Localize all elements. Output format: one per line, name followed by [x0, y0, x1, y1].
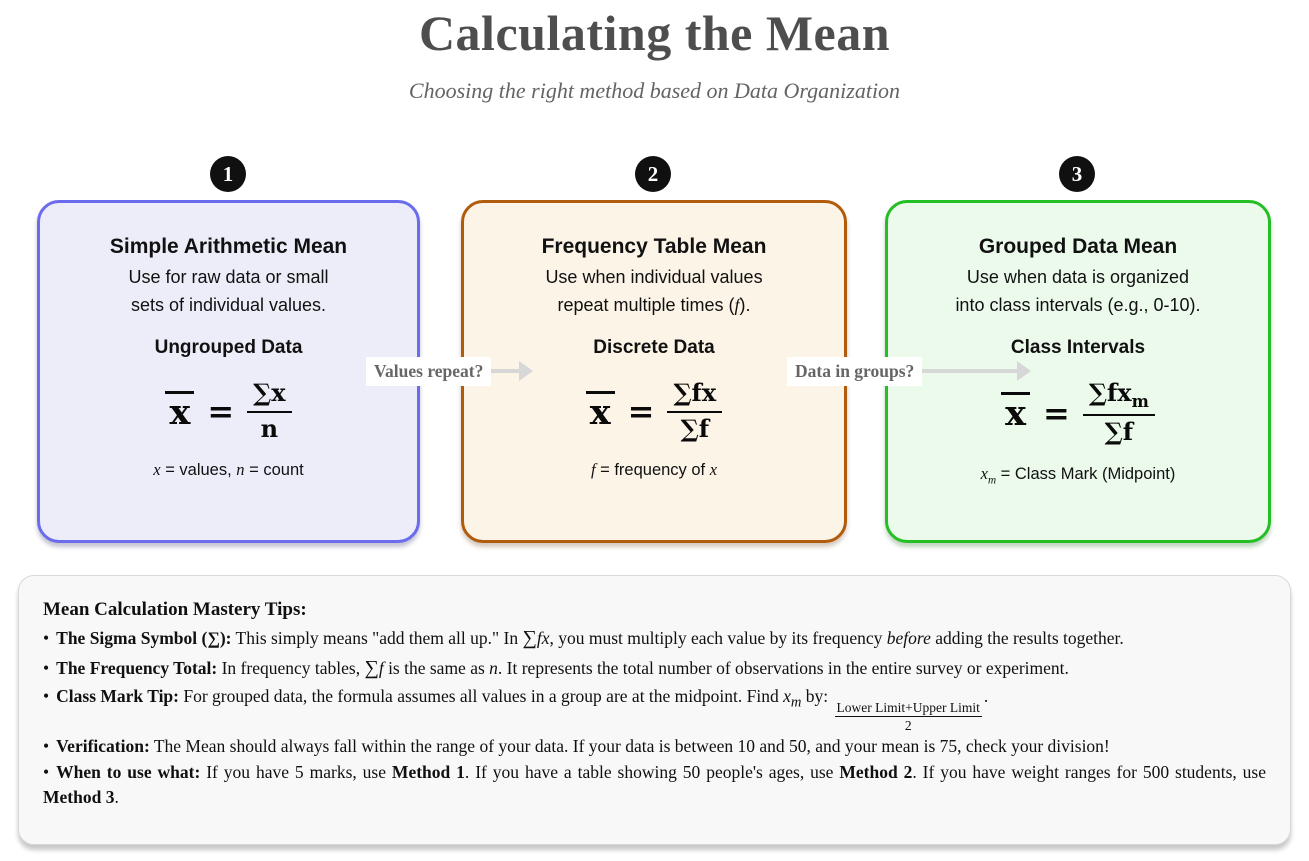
numerator-subscript: m	[1131, 391, 1149, 411]
inline-fraction-denominator: 2	[904, 718, 912, 734]
tip-lead: The Sigma Symbol (∑):	[56, 628, 232, 649]
card-description-line1: Use when individual values	[545, 267, 763, 287]
formula-caption	[464, 460, 844, 480]
formula-caption	[888, 464, 1268, 486]
math-fx: fx	[536, 628, 550, 649]
tip-text: is the same as	[383, 657, 490, 678]
fraction-denominator: ∑f	[1104, 417, 1134, 447]
tip-text: , you must multiply each value by its frequency	[549, 628, 887, 649]
tip-class-mark	[43, 684, 1266, 734]
tip-text: .	[114, 787, 119, 808]
variable-xm: x	[980, 463, 988, 483]
bullet-icon: •	[43, 657, 50, 678]
method-2-ref: Method 2	[839, 761, 913, 782]
method-3-ref: Method 3	[43, 787, 115, 808]
card-description	[40, 264, 417, 320]
card-title: Simple Arithmetic Mean	[109, 235, 348, 258]
tip-sigma-symbol	[43, 624, 1266, 654]
mean-formula	[464, 379, 844, 444]
fraction-numerator	[1083, 379, 1155, 416]
card-simple-arithmetic-mean	[37, 200, 420, 543]
math-xm: x	[783, 685, 791, 706]
card-title: Grouped Data Mean	[978, 235, 1178, 258]
variable-f: f	[590, 460, 596, 480]
page-subtitle: Choosing the right method based on Data Organization	[408, 78, 901, 103]
tip-text: . If you have weight ranges for 500 students, use	[912, 761, 1266, 782]
caption-text: = count	[244, 461, 304, 480]
header	[0, 0, 1309, 104]
equals-sign: =	[1043, 393, 1070, 432]
card-title: Frequency Table Mean	[541, 235, 767, 258]
connector-label-data-in-groups: Data in groups?	[787, 357, 922, 386]
fraction	[1083, 379, 1155, 447]
tip-lead: Verification:	[56, 735, 150, 756]
math-xm-subscript: m	[790, 694, 802, 711]
tip-frequency-total	[43, 654, 1266, 684]
tip-text: If you have 5 marks, use	[200, 761, 392, 782]
card-subheading: Discrete Data	[593, 336, 715, 358]
x-bar-symbol: x	[586, 391, 615, 432]
variable-n: n	[236, 460, 245, 480]
fraction-numerator: ∑x	[247, 379, 291, 413]
mean-formula	[888, 379, 1268, 447]
tip-lead: When to use what:	[56, 761, 201, 782]
variable-x: x	[153, 460, 161, 480]
sigma-symbol: ∑	[364, 656, 379, 679]
card-description-line1: Use when data is organized	[966, 267, 1190, 287]
card-description-line2: repeat multiple times (	[557, 294, 735, 315]
tip-text: adding the results together.	[930, 628, 1124, 649]
mean-formula	[40, 379, 417, 444]
tip-text: This simply means "add them all up." In	[231, 628, 523, 649]
formula-caption	[40, 460, 417, 480]
tip-text: For grouped data, the formula assumes all values in a group are at the midpoint. Find	[179, 685, 784, 706]
card-description-line2-end: ).	[739, 294, 751, 315]
method-1-ref: Method 1	[391, 761, 465, 782]
tip-verification	[43, 734, 1266, 760]
card-subheading: Class Intervals	[1010, 336, 1146, 358]
tip-text: . It represents the total number of observations in the entire survey or experiment.	[497, 657, 1069, 678]
step-2-badge: 2	[635, 156, 671, 192]
card-description	[888, 264, 1268, 320]
fraction-denominator: n	[260, 413, 279, 443]
tip-text: .	[983, 685, 989, 706]
step-1-badge: 1	[210, 156, 246, 192]
inline-fraction-numerator: Lower Limit+Upper Limit	[835, 700, 982, 718]
math-n: n	[489, 657, 498, 678]
connector-label-values-repeat: Values repeat?	[366, 357, 491, 386]
bullet-icon: •	[43, 761, 50, 782]
tips-panel	[18, 575, 1291, 845]
tip-text: In frequency tables,	[217, 657, 365, 678]
caption-text: = Class Mark (Midpoint)	[996, 464, 1176, 483]
numerator-main: ∑fx	[1088, 377, 1132, 407]
fraction	[667, 379, 722, 444]
card-description-line2: sets of individual values.	[130, 294, 327, 315]
card-subheading: Ungrouped Data	[154, 336, 303, 358]
variable-x: x	[709, 460, 718, 480]
caption-text: = values,	[160, 461, 237, 480]
math-f: f	[378, 657, 384, 678]
card-description	[464, 264, 844, 320]
variable-f: f	[734, 294, 740, 315]
bullet-icon: •	[43, 685, 50, 706]
fraction-numerator: ∑fx	[667, 379, 722, 413]
x-bar-symbol: x	[165, 391, 194, 432]
card-description-line1: Use for raw data or small	[128, 267, 329, 287]
tip-when-to-use	[43, 760, 1266, 812]
tip-text: . If you have a table showing 50 people's ages, use	[464, 761, 840, 782]
caption-text: = frequency of	[595, 461, 710, 480]
x-bar-symbol: x	[1001, 392, 1030, 433]
fraction-denominator: ∑f	[680, 413, 710, 443]
bullet-icon: •	[43, 628, 50, 649]
bullet-icon: •	[43, 735, 50, 756]
step-3-badge: 3	[1059, 156, 1095, 192]
card-description-line2: into class intervals (e.g., 0-10).	[955, 294, 1201, 315]
variable-xm-subscript: m	[987, 474, 997, 487]
inline-fraction	[835, 700, 982, 734]
emphasis-before: before	[886, 628, 931, 649]
equals-sign: =	[207, 392, 235, 431]
page-title: Calculating the Mean	[418, 5, 891, 61]
tip-lead: The Frequency Total:	[56, 657, 218, 678]
tips-heading: Mean Calculation Mastery Tips:	[43, 599, 307, 620]
tip-text: by:	[801, 685, 833, 706]
fraction	[247, 379, 291, 444]
equals-sign: =	[627, 392, 655, 431]
sigma-symbol: ∑	[522, 627, 537, 650]
tip-text: The Mean should always fall within the range of your data. If your data is between 10 and 50, and your mean is 75, check your division!	[149, 735, 1110, 756]
tip-lead: Class Mark Tip:	[56, 685, 179, 706]
